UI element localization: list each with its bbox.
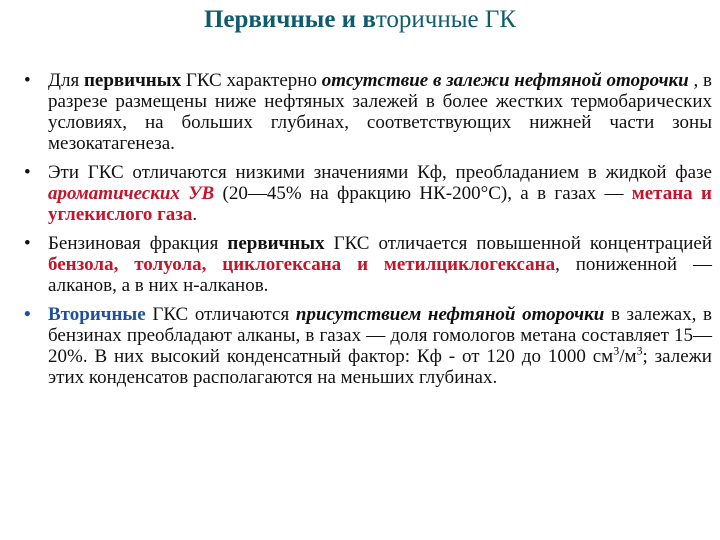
- bullet-text: в залежах, в бензинах преобладают алканы, в газах — доля гомологов метана составляет 15—20%. В них высокий конденсатный фактор: Кф - от 120 до 1000 см: [48, 304, 713, 367]
- bullet-text: Бензиновая фракция: [48, 233, 228, 254]
- bullet-text-bold: первичных: [83, 70, 182, 91]
- title-part-bold: Первичные и в: [203, 6, 376, 33]
- bullet-item-2: [22, 162, 712, 225]
- bullet-text: .: [192, 204, 198, 225]
- bullet-marker: •: [24, 162, 31, 183]
- bullet-item-1: [22, 70, 712, 154]
- bullet-text: , пониженной — алканов, а в них н-алканов.: [48, 254, 712, 296]
- bullet-text-highlight: Вторичные: [48, 304, 146, 325]
- bullet-text-bold-italic: отсутствие в залежи нефтяной оторочки: [321, 70, 689, 91]
- bullet-marker: •: [24, 304, 31, 325]
- bullet-item-4: [22, 304, 712, 388]
- bullet-text-highlight: ароматических УВ: [48, 183, 215, 204]
- bullet-text: ; залежи этих конденсатов располагаются на меньших глубинах.: [48, 346, 712, 388]
- bullet-list: [22, 70, 712, 396]
- bullet-text: Для: [48, 70, 84, 91]
- bullet-text-bold: первичных: [227, 233, 325, 254]
- bullet-text: ГКС характерно: [181, 70, 322, 91]
- bullet-item-3: [22, 233, 712, 296]
- superscript: 3: [636, 343, 643, 358]
- bullet-text: Эти ГКС отличаются низкими значениями Кф, преобладанием в жидкой фазе: [48, 162, 712, 183]
- superscript: 3: [613, 343, 620, 358]
- slide-title: [0, 6, 720, 34]
- bullet-text: ГКС отличаются: [145, 304, 296, 325]
- title-part-regular: торичные ГК: [375, 6, 517, 33]
- bullet-text-bold-italic: присутствием нефтяной оторочки: [295, 304, 605, 325]
- bullet-text-highlight: бензола, толуола, циклогексана и метилциклогексана: [48, 254, 556, 275]
- bullet-text-highlight: метана и углекислого газа: [48, 183, 712, 225]
- bullet-text: , в разрезе размещены ниже нефтяных залежей в более жестких термобарических условиях, на больших глубинах, соответствующих нижней части зоны мезокатагенеза.: [48, 70, 712, 154]
- bullet-text: /м: [619, 346, 637, 367]
- bullet-marker: •: [24, 70, 31, 91]
- bullet-text: ГКС отличается повышенной концентрацией: [324, 233, 713, 254]
- bullet-text: (20—45% на фракцию НК-200°С), а в газах —: [214, 183, 632, 204]
- bullet-marker: •: [24, 233, 31, 254]
